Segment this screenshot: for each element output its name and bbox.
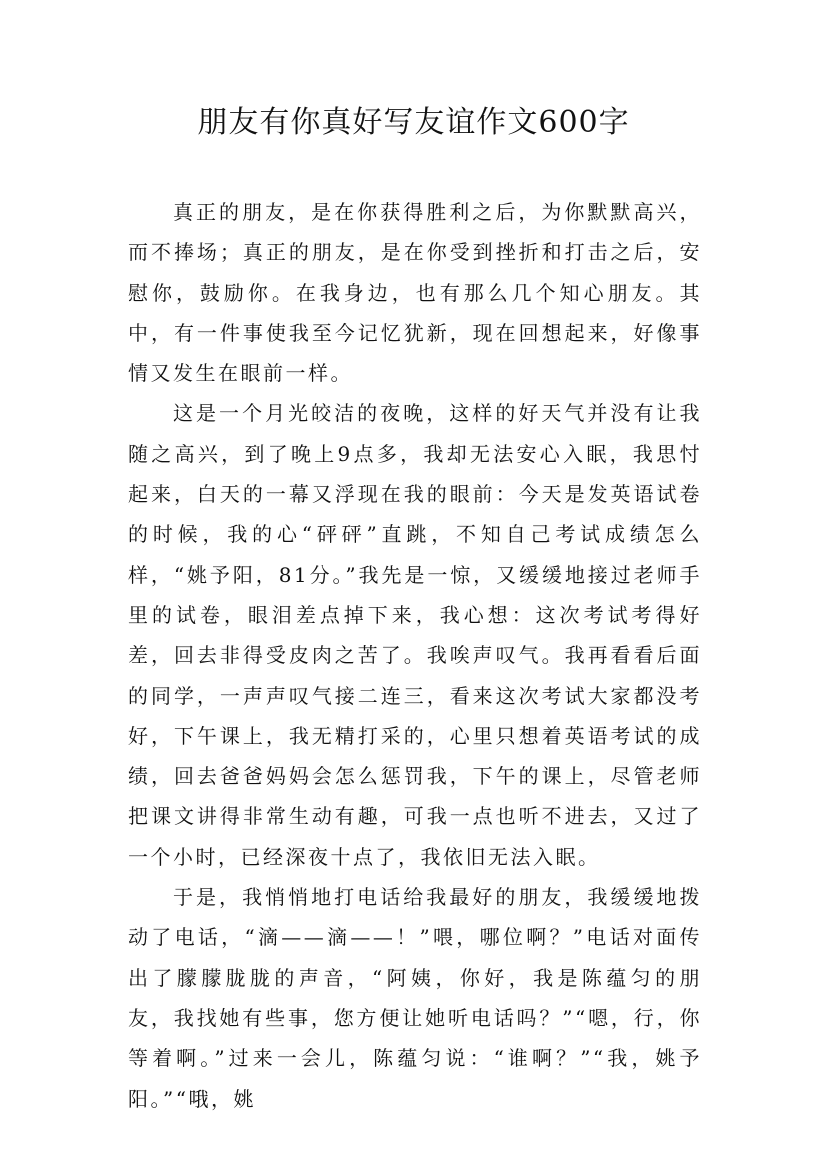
article-body <box>128 192 702 1119</box>
document-title: 朋友有你真好写友谊作文600字 <box>197 105 630 140</box>
paragraph-2: 这是一个月光皎洁的夜晚，这样的好天气并没有让我随之高兴，到了晚上9点多，我却无法安心入眠，我思忖起来，白天的一幕又浮现在我的眼前：今天是发英语试卷的时候，我的心“砰砰”直跳，不知自己考试成绩怎么样，“姚予阳，81分。”我先是一惊，又缓缓地接过老师手里的试卷，眼泪差点掉下来，我心想：这次考试考得好差，回去非得受皮肉之苦了。我唉声叹气。我再看看后面的同学，一声声叹气接二连三，看来这次考试大家都没考好，下午课上，我无精打采的，心里只想着英语考试的成绩，回去爸爸妈妈会怎么惩罚我，下午的课上，尽管老师把课文讲得非常生动有趣，可我一点也听不进去，又过了一个小时，已经深夜十点了，我依旧无法入眠。 <box>128 401 702 869</box>
paragraph-3: 于是，我悄悄地打电话给我最好的朋友，我缓缓地拨动了电话，“滴——滴——！”喂，哪位啊？”电话对面传出了朦朦胧胧的声音，“阿姨，你好，我是陈蕴匀的朋友，我找她有些事，您方便让她听电话吗？”“嗯，行，你等着啊。”过来一会儿，陈蕴匀说：“谁啊？”“我，姚予阳。”“哦，姚 <box>128 885 702 1111</box>
paragraph-1: 真正的朋友，是在你获得胜利之后，为你默默高兴，而不捧场；真正的朋友，是在你受到挫折和打击之后，安慰你，鼓励你。在我身边，也有那么几个知心朋友。其中，有一件事使我至今记忆犹新，现在回想起来，好像事情又发生在眼前一样。 <box>128 200 702 386</box>
